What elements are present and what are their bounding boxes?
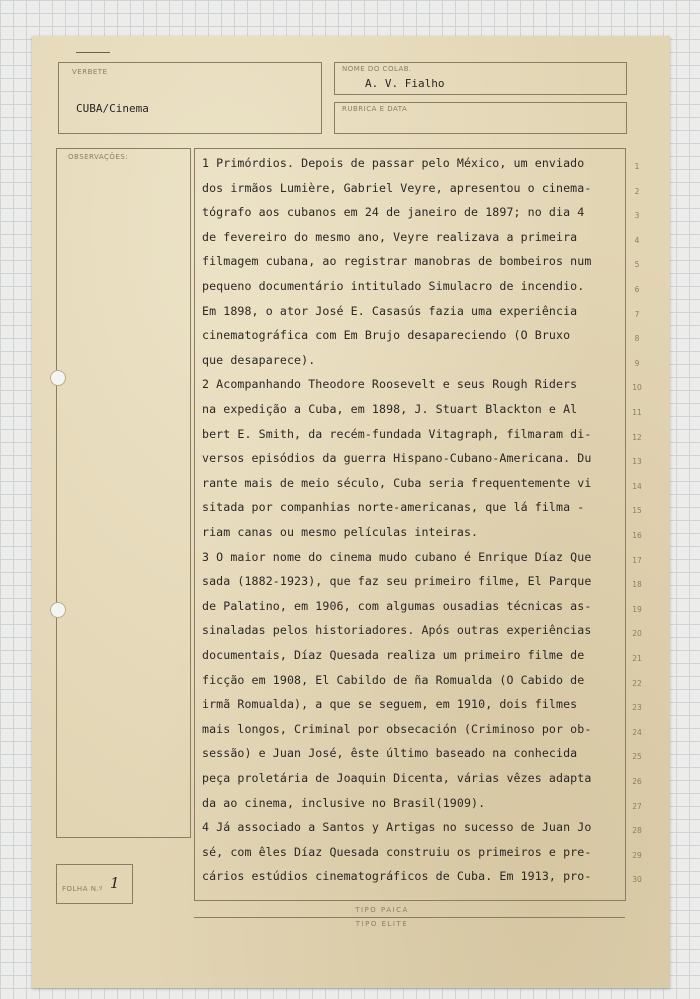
typed-line: na expedição a Cuba, em 1898, J. Stuart Blackton e Al [202, 402, 578, 416]
line-number: 12 [632, 432, 642, 442]
line-number: 13 [632, 457, 642, 467]
form-sheet [32, 36, 670, 988]
typed-line: ficção em 1908, El Cabildo de ña Romualda (O Cabido de [202, 672, 585, 687]
line-number: 27 [632, 801, 642, 811]
footer-tipo-paica: TIPO PAICA [355, 906, 409, 914]
verbete-value: CUBA/Cinema [76, 102, 149, 115]
line-number: 1 [634, 162, 640, 171]
folha-value: 1 [110, 874, 120, 892]
punch-hole-bottom [50, 602, 66, 618]
line-number: 18 [632, 580, 642, 590]
line-number: 15 [632, 506, 642, 516]
observacoes-box [56, 148, 191, 838]
typed-line: que desaparece). [202, 352, 316, 367]
typed-line: sitada por companhias norte-americanas, que lá filma - [202, 500, 585, 515]
typed-line: riam canas ou mesmo películas inteiras. [202, 525, 479, 539]
typed-line: da ao cinema, inclusive no Brasil(1909). [202, 795, 486, 810]
typed-line: de Palatino, em 1906, com algumas ousadias técnicas as- [202, 598, 592, 613]
line-number: 7 [634, 309, 640, 319]
line-number: 30 [632, 875, 642, 885]
typed-line: filmagem cubana, ao registrar manobras de bombeiros num [202, 254, 592, 269]
line-number: 26 [632, 777, 642, 786]
line-number: 19 [632, 604, 642, 614]
typed-line: documentais, Díaz Quesada realiza um primeiro filme de [202, 648, 585, 662]
line-number: 28 [632, 826, 642, 836]
punch-hole-top [50, 370, 66, 386]
typed-line: bert E. Smith, da recém-fundada Vitagraph, filmaram di- [202, 426, 592, 441]
folha-label: FOLHA N.º [62, 885, 103, 893]
typed-line: cinematográfica com Em Brujo desapareciendo (O Bruxo [202, 328, 571, 343]
typed-line: 4 Já associado a Santos y Artigas no sucesso de Juan Jo [202, 820, 592, 835]
line-number: 8 [634, 334, 640, 344]
typed-line: 3 O maior nome do cinema mudo cubano é Enrique Díaz Que [202, 549, 592, 564]
verbete-label: VERBETE [72, 68, 108, 76]
typed-line: irmã Romualda), a que se seguem, em 1910, dois filmes [202, 697, 578, 712]
typed-line: mais longos, Criminal por obsecación (Criminoso por ob- [202, 721, 592, 736]
observacoes-label: OBSERVAÇÕES: [68, 153, 129, 161]
typed-line: Em 1898, o ator José E. Casasús fazia uma experiência [202, 303, 578, 318]
typed-line: pequeno documentário intitulado Simulacro de incendio. [202, 279, 585, 293]
line-number: 3 [634, 211, 640, 221]
colab-value: A. V. Fialho [365, 77, 445, 90]
typed-line: de fevereiro do mesmo ano, Veyre realizava a primeira [202, 229, 578, 244]
line-number: 23 [632, 703, 642, 713]
line-number: 25 [632, 752, 642, 762]
line-number: 20 [632, 629, 642, 639]
typed-line: sé, com êles Díaz Quesada construiu os primeiros e pre- [202, 844, 592, 859]
line-number: 2 [634, 186, 640, 196]
rubrica-label: RUBRICA E DATA [342, 105, 408, 113]
typed-line: peça proletária de Joaquin Dicenta, várias vêzes adapta [202, 771, 592, 785]
typed-line: sinaladas pelos historiadores. Após outras experiências [202, 623, 592, 638]
typed-line: 2 Acompanhando Theodore Roosevelt e seus Rough Riders [202, 377, 578, 392]
line-number: 14 [632, 481, 642, 491]
line-number: 6 [634, 285, 640, 294]
footer-tipo-elite: TIPO ELITE [355, 920, 409, 928]
typed-line: sada (1882-1923), que faz seu primeiro filme, El Parque [202, 574, 592, 589]
line-number: 16 [632, 531, 642, 540]
line-number: 4 [634, 235, 640, 245]
line-number: 11 [632, 408, 642, 417]
footer-rule-top [194, 900, 625, 901]
line-number: 17 [632, 555, 642, 565]
line-number: 10 [632, 383, 642, 393]
footer-rule-bottom [194, 917, 625, 918]
typed-line: cários estúdios cinematográficos de Cuba. Em 1913, pro- [202, 869, 592, 884]
line-number: 5 [634, 260, 640, 270]
line-number: 9 [634, 358, 640, 368]
line-number: 24 [632, 727, 642, 737]
typed-line: rante mais de meio século, Cuba seria frequentemente vi [202, 475, 592, 490]
typed-line: tógrafo aos cubanos em 24 de janeiro de 1897; no dia 4 [202, 205, 585, 220]
colab-label: NOME DO COLAB. [342, 65, 412, 73]
typed-line: sessão) e Juan José, êste último baseado na conhecida [202, 746, 578, 761]
pen-mark [76, 52, 110, 53]
line-number: 22 [632, 678, 642, 688]
line-number: 21 [632, 654, 642, 663]
typed-line: dos irmãos Lumière, Gabriel Veyre, apresentou o cinema- [202, 180, 592, 195]
line-number: 29 [632, 850, 642, 860]
typed-line: 1 Primórdios. Depois de passar pelo México, um enviado [202, 156, 585, 170]
folha-box [56, 864, 133, 904]
typed-line: versos episódios da guerra Hispano-Cubano-Americana. Du [202, 451, 592, 466]
